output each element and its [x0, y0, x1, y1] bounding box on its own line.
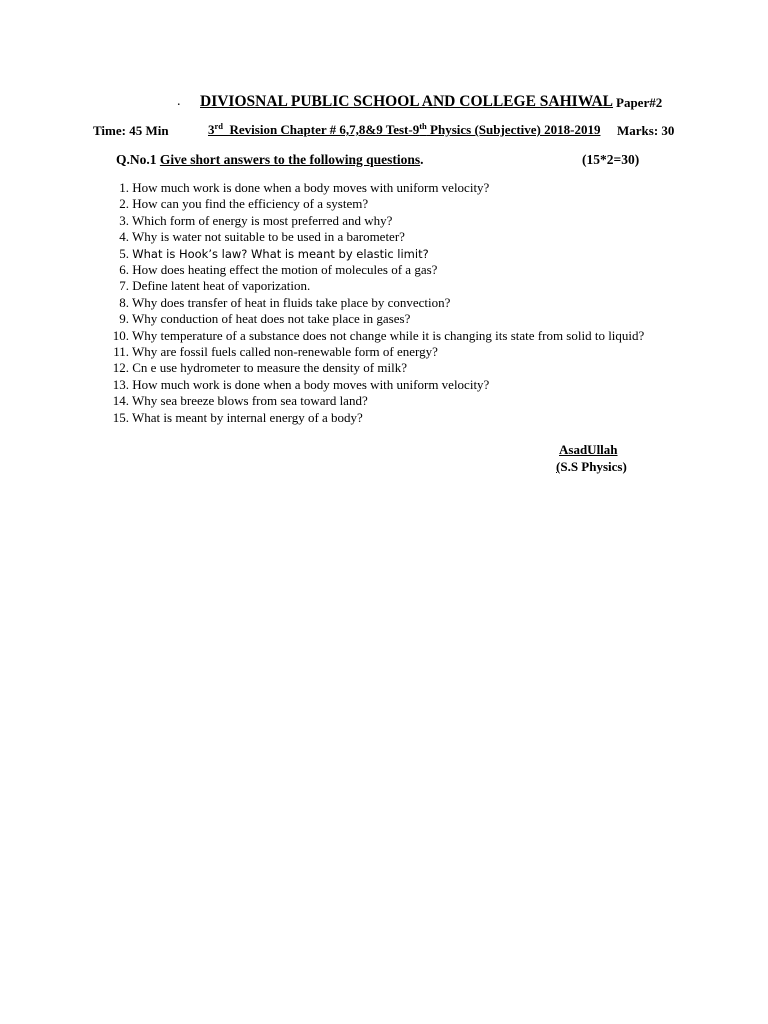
teacher-title	[556, 459, 627, 475]
teacher-name: AsadUllah	[559, 442, 618, 457]
class-ordinal-suffix: th	[419, 121, 427, 131]
list-item	[96, 377, 644, 393]
revision-chapters: Revision Chapter # 6,7,8&9 Test-9	[223, 122, 420, 137]
list-item	[96, 180, 644, 196]
item-text: How does heating effect the motion of molecules of a gas?	[132, 262, 438, 278]
item-number: 9.	[119, 311, 129, 327]
item-number: 13.	[112, 376, 129, 392]
item-text: Why does transfer of heat in fluids take place by convection?	[132, 294, 451, 310]
list-item	[96, 328, 644, 344]
exam-title	[208, 122, 600, 138]
list-item	[96, 246, 644, 262]
item-text: How much work is done when a body moves with uniform velocity?	[132, 376, 490, 392]
item-text: Why sea breeze blows from sea toward land?	[132, 393, 368, 409]
item-number: 3.	[119, 212, 129, 228]
item-number: 6.	[119, 262, 129, 278]
question-label: Q.No.1	[116, 152, 160, 167]
item-text: How can you find the efficiency of a system?	[132, 196, 369, 212]
item-text: Cn e use hydrometer to measure the density of milk?	[132, 360, 407, 376]
question-marks: (15*2=30)	[582, 152, 640, 167]
question-list	[96, 180, 644, 426]
question-heading	[116, 152, 424, 168]
item-number: 11.	[113, 344, 129, 360]
header-dot: .	[177, 94, 181, 109]
item-text: How much work is done when a body moves with uniform velocity?	[132, 180, 490, 195]
item-text: What is meant by internal energy of a body?	[132, 409, 363, 425]
list-item	[96, 278, 644, 294]
subject-year: Physics (Subjective) 2018-2019	[426, 122, 601, 137]
item-number: 1.	[119, 180, 129, 195]
teacher-title-rest: S.S Physics)	[560, 459, 627, 474]
item-number: 4.	[119, 229, 129, 245]
item-text: Why is water not suitable to be used in a barometer?	[132, 229, 405, 245]
exam-time: Time: 45 Min	[93, 123, 169, 138]
item-number: 15.	[112, 409, 129, 425]
list-item	[96, 213, 644, 229]
list-item	[96, 196, 644, 212]
item-text: What is Hook’s law? What is meant by elastic limit?	[132, 246, 429, 261]
list-item	[96, 295, 644, 311]
item-number: 7.	[119, 278, 129, 294]
revision-ordinal: 3	[208, 122, 215, 137]
teacher-title-open: (	[556, 459, 561, 474]
item-number: 8.	[119, 294, 129, 310]
item-text: Why conduction of heat does not take place in gases?	[132, 311, 411, 327]
list-item	[96, 360, 644, 376]
question-period: .	[420, 152, 424, 167]
item-text: Why temperature of a substance does not change while it is changing its state from solid to liquid?	[132, 327, 645, 343]
item-number: 14.	[112, 393, 129, 409]
list-item	[96, 311, 644, 327]
item-number: 5.	[119, 245, 129, 261]
revision-ordinal-suffix: rd	[214, 121, 223, 131]
paper-number: Paper#2	[616, 95, 663, 110]
total-marks: Marks: 30	[617, 123, 675, 138]
item-text: Why are fossil fuels called non-renewable form of energy?	[132, 344, 438, 360]
item-text: Which form of energy is most preferred and why?	[132, 212, 393, 228]
school-name: DIVIOSNAL PUBLIC SCHOOL AND COLLEGE SAHIWAL	[200, 93, 614, 110]
list-item	[96, 262, 644, 278]
list-item	[96, 410, 644, 426]
item-text: Define latent heat of vaporization.	[132, 278, 311, 294]
item-number: 2.	[119, 196, 129, 212]
list-item	[96, 229, 644, 245]
list-item	[96, 393, 644, 409]
item-number: 12.	[112, 360, 129, 376]
question-instruction: Give short answers to the following questions	[159, 152, 421, 167]
list-item	[96, 344, 644, 360]
item-number: 10.	[112, 327, 129, 343]
